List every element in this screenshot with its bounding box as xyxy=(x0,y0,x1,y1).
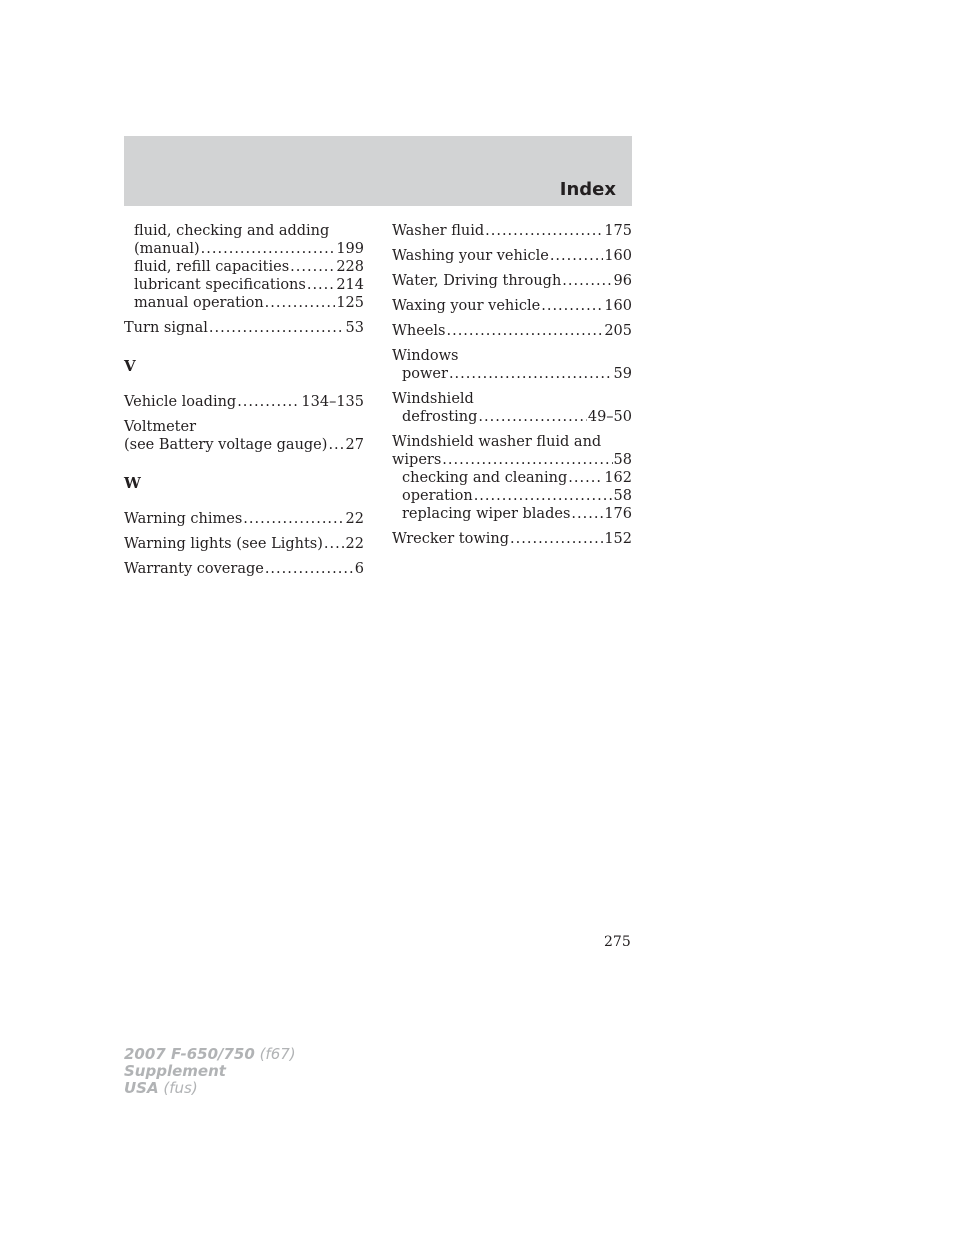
page-ref: 58 xyxy=(613,452,632,468)
index-subentry: fluid, checking and adding xyxy=(134,223,330,239)
page-ref: 160 xyxy=(604,298,632,314)
index-entry-windshield: Windshield xyxy=(392,391,474,407)
page-ref: 205 xyxy=(604,323,632,339)
index-subentry: (manual) ..... 199 xyxy=(124,240,364,258)
page-ref: 59 xyxy=(613,366,632,382)
index-entry-washing: Washing your vehicle ..... 160 xyxy=(392,247,632,265)
page-ref: 22 xyxy=(345,511,364,527)
index-letter-heading: W xyxy=(124,474,141,492)
page-ref: 176 xyxy=(604,506,632,522)
footer-line-supplement: Supplement xyxy=(124,1062,226,1080)
index-letter-heading: V xyxy=(124,357,136,375)
index-entry-vehicle-loading: Vehicle loading ..... 134–135 xyxy=(124,393,364,411)
page-ref: 125 xyxy=(336,295,364,311)
index-entry-water: Water, Driving through ..... 96 xyxy=(392,272,632,290)
page-ref: 152 xyxy=(604,531,632,547)
index-subentry: lubricant specifications ..... 214 xyxy=(124,276,364,294)
index-subentry: power ..... 59 xyxy=(392,365,632,383)
index-entry-warning-lights: Warning lights (see Lights) ..... 22 xyxy=(124,535,364,553)
page-ref: 96 xyxy=(613,273,632,289)
index-entry-washer-fluid: Washer fluid ..... 175 xyxy=(392,222,632,240)
index-entry-turn-signal: Turn signal ..... 53 xyxy=(124,319,364,337)
index-entry-voltmeter: Voltmeter xyxy=(124,419,197,435)
page-ref: 175 xyxy=(604,223,632,239)
index-entry-wrecker: Wrecker towing ..... 152 xyxy=(392,530,632,548)
page-ref: 199 xyxy=(336,241,364,257)
index-subentry: replacing wiper blades ..... 176 xyxy=(392,505,632,523)
index-subentry: operation ..... 58 xyxy=(392,487,632,505)
index-entry-warranty: Warranty coverage ..... 6 xyxy=(124,560,364,578)
page-ref: 58 xyxy=(613,488,632,504)
page-ref: 22 xyxy=(345,536,364,552)
index-subentry: (see Battery voltage gauge) ..... 27 xyxy=(124,436,364,454)
page-ref: 53 xyxy=(345,320,364,336)
index-entry-waxing: Waxing your vehicle ..... 160 xyxy=(392,297,632,315)
page-ref: 134–135 xyxy=(301,394,364,410)
index-entry-wipers: wipers ..... 58 xyxy=(392,451,632,469)
footer-line-model: 2007 F-650/750 (f67) xyxy=(124,1045,296,1063)
index-subentry: manual operation ..... 125 xyxy=(124,294,364,312)
page-ref: 27 xyxy=(345,437,364,453)
index-entry-washer-wipers: Windshield washer fluid and xyxy=(392,434,602,450)
index-entry-windows: Windows xyxy=(392,348,459,364)
index-subentry: defrosting ..... 49–50 xyxy=(392,408,632,426)
page-ref: 6 xyxy=(354,561,364,577)
page-ref: 49–50 xyxy=(587,409,632,425)
section-header-bar xyxy=(124,136,632,206)
footer-line-region: USA (fus) xyxy=(124,1079,198,1097)
page-number: 275 xyxy=(604,934,631,950)
index-entry-wheels: Wheels ..... 205 xyxy=(392,322,632,340)
page-ref: 214 xyxy=(336,277,364,293)
index-subentry: checking and cleaning ..... 162 xyxy=(392,469,632,487)
index-subentry: fluid, refill capacities ..... 228 xyxy=(124,258,364,276)
page-ref: 162 xyxy=(604,470,632,486)
index-column-right xyxy=(392,222,632,548)
index-column-left xyxy=(124,222,364,578)
page-ref: 160 xyxy=(604,248,632,264)
document-footer xyxy=(124,1046,296,1097)
page-ref: 228 xyxy=(336,259,364,275)
index-entry-warning-chimes: Warning chimes ..... 22 xyxy=(124,510,364,528)
section-title: Index xyxy=(559,179,616,200)
